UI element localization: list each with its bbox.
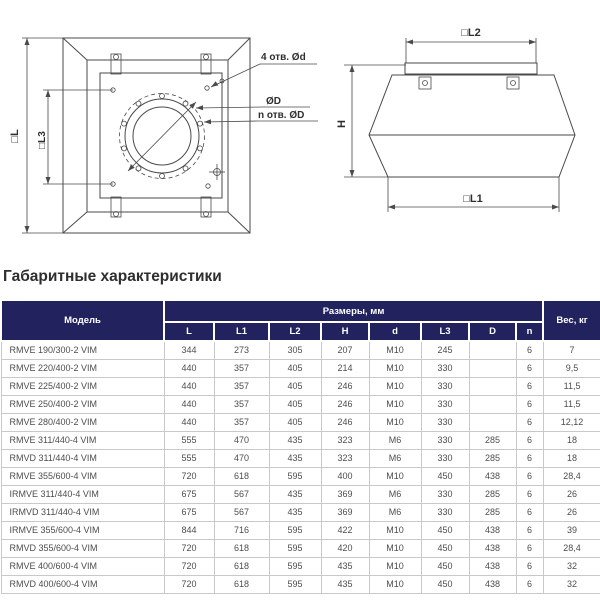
table-row [1,467,600,485]
dim-cell: 435 [269,485,321,503]
dim-cell: 330 [421,503,469,521]
dim-cell: 435 [269,431,321,449]
col-header-model: Модель [1,300,164,341]
dim-cell: 369 [321,503,369,521]
dim-cell: 450 [421,575,469,593]
weight-cell: 18 [543,431,600,449]
dim-cell: M6 [369,449,421,467]
section-title: Габаритные характеристики [3,268,222,285]
dim-cell: 285 [469,431,516,449]
dim-cell: 330 [421,359,469,377]
dim-cell: 595 [269,575,321,593]
flange-top-view-drawing [9,38,318,233]
table-header [1,300,600,341]
dim-cell: 595 [269,539,321,557]
model-cell: RMVE 355/600-4 VIM [1,467,164,485]
model-cell: IRMVD 311/440-4 VIM [1,503,164,521]
model-cell: RMVD 400/600-4 VIM [1,575,164,593]
table-body [1,341,600,593]
dim-cell: 844 [164,521,214,539]
dim-cell: 595 [269,521,321,539]
dim-cell: 618 [214,557,269,575]
model-cell: RMVE 400/600-4 VIM [1,557,164,575]
table-row [1,395,600,413]
dim-label-L3: □L3 [37,131,48,149]
col-header-d: d [369,322,421,341]
dim-cell: 438 [469,539,516,557]
dim-cell: M10 [369,557,421,575]
dim-cell [469,341,516,359]
dim-cell: 440 [164,395,214,413]
dim-cell: 720 [164,557,214,575]
dim-cell: 470 [214,431,269,449]
dim-cell: 285 [469,449,516,467]
model-cell: RMVE 225/400-2 VIM [1,377,164,395]
dim-cell: 6 [516,341,543,359]
dim-cell: M10 [369,539,421,557]
dim-cell: 330 [421,413,469,431]
dim-cell: 357 [214,413,269,431]
dim-cell: 595 [269,557,321,575]
table-row [1,341,600,359]
dim-cell: 438 [469,557,516,575]
weight-cell: 39 [543,521,600,539]
weight-cell: 12,12 [543,413,600,431]
dim-cell: 6 [516,539,543,557]
dim-cell: M6 [369,431,421,449]
dim-cell: 305 [269,341,321,359]
dim-cell: 450 [421,557,469,575]
weight-cell: 9,5 [543,359,600,377]
dim-cell: 245 [421,341,469,359]
dim-cell: 6 [516,431,543,449]
dim-cell: 400 [321,467,369,485]
col-header-H: H [321,322,369,341]
fan-side-view-drawing [336,27,575,212]
dim-cell: 555 [164,449,214,467]
dim-cell [469,359,516,377]
weight-cell: 7 [543,341,600,359]
dim-cell: 450 [421,521,469,539]
dim-cell: 435 [269,449,321,467]
weight-cell: 11,5 [543,395,600,413]
dimension-L2 [406,27,536,63]
dim-cell: 285 [469,485,516,503]
col-header-L2: L2 [269,322,321,341]
dim-cell: 357 [214,377,269,395]
dim-cell: 6 [516,449,543,467]
model-cell: IRMVE 355/600-4 VIM [1,521,164,539]
dim-cell: M6 [369,503,421,521]
col-header-weight: Вес, кг [543,300,600,341]
table-row [1,539,600,557]
top-brackets [419,77,519,89]
dim-cell: 720 [164,575,214,593]
callout-n-holes [204,110,318,124]
table-row [1,485,600,503]
dim-cell: 438 [469,467,516,485]
table-row [1,377,600,395]
weight-cell: 11,5 [543,377,600,395]
center-mark-icon [209,164,225,180]
dim-cell: 470 [214,449,269,467]
dim-cell: 618 [214,467,269,485]
col-header-L1: L1 [214,322,269,341]
dim-cell: 440 [164,359,214,377]
dim-cell: 330 [421,395,469,413]
dim-cell: 369 [321,485,369,503]
dim-cell: 675 [164,503,214,521]
weight-cell: 28,4 [543,539,600,557]
dim-cell: M10 [369,341,421,359]
weight-cell: 28,4 [543,467,600,485]
dimension-L [9,38,63,233]
dim-cell: 246 [321,395,369,413]
dim-cell: 405 [269,377,321,395]
dim-cell: M6 [369,485,421,503]
col-header-D: D [469,322,516,341]
dim-cell: 675 [164,485,214,503]
dim-cell: 285 [469,503,516,521]
dim-cell: 6 [516,413,543,431]
table-row [1,413,600,431]
dim-cell: 6 [516,521,543,539]
dim-label-L2: □L2 [461,27,481,39]
dim-cell: 357 [214,359,269,377]
table-row [1,521,600,539]
dim-cell: 567 [214,485,269,503]
dimension-H [336,65,406,177]
dim-cell: 440 [164,413,214,431]
dim-cell: 6 [516,467,543,485]
callout-4-holes-label: 4 отв. Ød [261,52,306,63]
dim-cell: 450 [421,539,469,557]
dim-cell: 405 [269,413,321,431]
col-header-dims-group: Размеры, мм [164,300,543,322]
col-header-n: n [516,322,543,341]
dim-cell: 720 [164,467,214,485]
dim-cell: 330 [421,485,469,503]
dim-cell: 323 [321,431,369,449]
dim-cell: 435 [269,503,321,521]
dim-cell: 618 [214,575,269,593]
mounting-tabs [111,54,211,217]
dim-cell: M10 [369,467,421,485]
dim-cell: M10 [369,521,421,539]
dim-cell: 6 [516,485,543,503]
dim-cell: 246 [321,377,369,395]
dim-cell: M10 [369,413,421,431]
dim-cell: 438 [469,521,516,539]
dim-cell: 273 [214,341,269,359]
model-cell: RMVE 311/440-4 VIM [1,431,164,449]
model-cell: RMVE 280/400-2 VIM [1,413,164,431]
dim-cell [469,413,516,431]
dimension-L3 [37,90,113,184]
dim-label-L1: □L1 [463,193,483,205]
dim-cell: M10 [369,377,421,395]
weight-cell: 32 [543,575,600,593]
dim-cell: 330 [421,449,469,467]
technical-drawings [0,0,600,258]
dim-cell: 555 [164,431,214,449]
table-row [1,557,600,575]
dim-cell: 323 [321,449,369,467]
callout-diameter-label: ØD [266,96,281,107]
dim-cell: 420 [321,539,369,557]
callout-n-holes-label: n отв. ØD [258,110,305,121]
dim-cell: 422 [321,521,369,539]
dim-cell: M10 [369,359,421,377]
dim-label-H: H [336,120,348,128]
table-row [1,359,600,377]
model-cell: RMVD 355/600-4 VIM [1,539,164,557]
dim-cell: 6 [516,359,543,377]
model-cell: RMVD 311/440-4 VIM [1,449,164,467]
dim-cell: 720 [164,539,214,557]
dim-cell [469,395,516,413]
dim-cell: 207 [321,341,369,359]
dimension-L1 [388,177,559,212]
dim-cell: 440 [164,377,214,395]
dim-cell: 435 [321,575,369,593]
dim-cell: 246 [321,413,369,431]
dimensions-table [0,299,600,594]
dim-cell: 567 [214,503,269,521]
dim-cell: 405 [269,359,321,377]
dim-cell: 344 [164,341,214,359]
dim-cell: 357 [214,395,269,413]
dim-cell: 330 [421,377,469,395]
callout-diameter [196,96,310,110]
dim-label-L: □L [9,129,21,143]
callout-4-holes [211,52,317,87]
dim-cell: 6 [516,575,543,593]
dim-cell: 618 [214,539,269,557]
col-header-L3: L3 [421,322,469,341]
weight-cell: 18 [543,449,600,467]
dim-cell: 214 [321,359,369,377]
model-cell: RMVE 220/400-2 VIM [1,359,164,377]
dim-cell: 595 [269,467,321,485]
dim-cell: 716 [214,521,269,539]
dim-cell: 330 [421,431,469,449]
dim-cell: M10 [369,575,421,593]
weight-cell: 26 [543,503,600,521]
weight-cell: 32 [543,557,600,575]
dim-cell: 6 [516,395,543,413]
table-row [1,431,600,449]
dim-cell [469,377,516,395]
col-header-L: L [164,322,214,341]
dim-cell: 435 [321,557,369,575]
weight-cell: 26 [543,485,600,503]
dim-cell: 6 [516,377,543,395]
table-row [1,449,600,467]
table-row [1,503,600,521]
dim-cell: M10 [369,395,421,413]
dim-cell: 6 [516,557,543,575]
dim-cell: 405 [269,395,321,413]
dim-cell: 438 [469,575,516,593]
model-cell: RMVE 190/300-2 VIM [1,341,164,359]
dim-cell: 450 [421,467,469,485]
model-cell: RMVE 250/400-2 VIM [1,395,164,413]
table-row [1,575,600,593]
dim-cell: 6 [516,503,543,521]
model-cell: IRMVE 311/440-4 VIM [1,485,164,503]
